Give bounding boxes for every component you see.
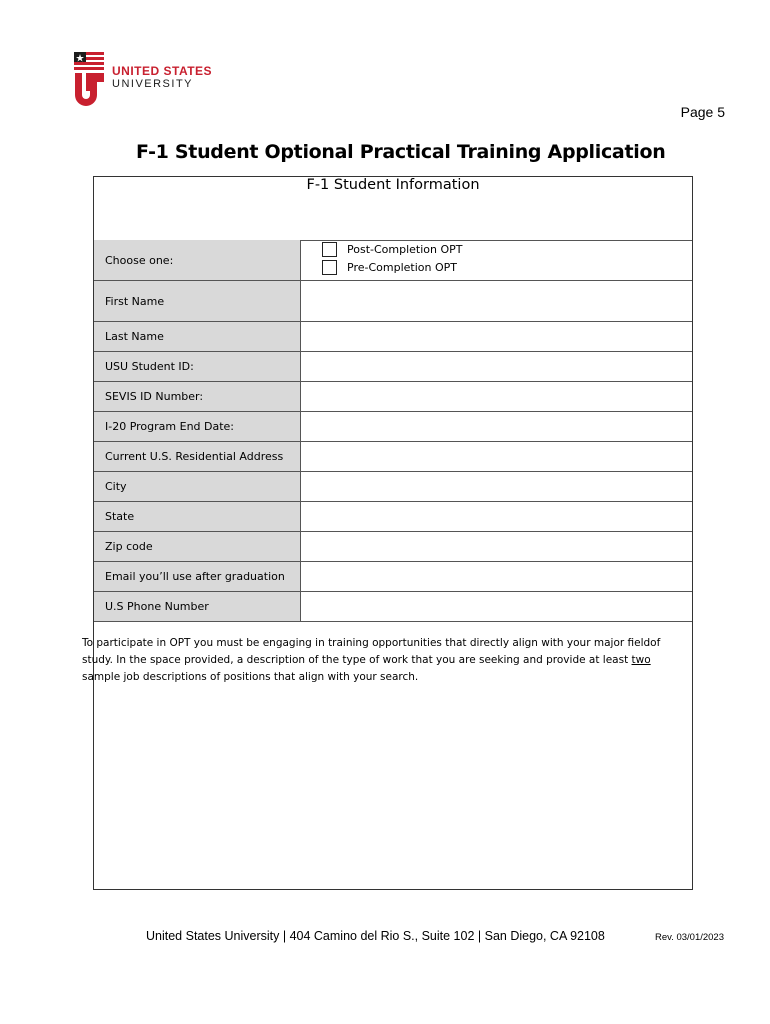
sevis-id-field[interactable] [302, 382, 692, 411]
program-end-date-field[interactable] [302, 412, 692, 441]
field-label: Current U.S. Residential Address [94, 442, 301, 471]
field-label: Zip code [94, 532, 301, 561]
phone-field[interactable] [302, 592, 692, 621]
page-number: Page 5 [680, 104, 725, 120]
description-instructions [82, 635, 684, 686]
field-label: Email you’ll use after graduation [94, 562, 301, 591]
field-label: SEVIS ID Number: [94, 382, 301, 411]
document-title: F-1 Student Optional Practical Training Application [136, 141, 666, 163]
description-text-part1: To participate in OPT you must be engaging in training opportunities that directly align with your major fieldof study. In the space provided, a description of the type of work that you are seeking and provide at least [82, 637, 661, 666]
field-label: Last Name [94, 322, 301, 351]
university-logo [72, 50, 222, 106]
field-row-state [94, 502, 692, 532]
post-completion-checkbox[interactable] [322, 242, 337, 257]
field-row-program-end-date [94, 412, 692, 442]
footer-address: United States University | 404 Camino del Rio S., Suite 102 | San Diego, CA 92108 [146, 929, 605, 943]
field-label: City [94, 472, 301, 501]
city-field[interactable] [302, 472, 692, 501]
pre-completion-label: Pre-Completion OPT [347, 261, 457, 274]
first-name-field[interactable] [302, 281, 692, 321]
field-row-last-name [94, 322, 692, 352]
state-field[interactable] [302, 502, 692, 531]
address-field[interactable] [302, 442, 692, 471]
choose-row [94, 240, 692, 281]
usu-emblem-icon [72, 50, 106, 106]
description-emphasis: two [631, 654, 651, 666]
email-field[interactable] [302, 562, 692, 591]
opt-type-options [302, 240, 692, 280]
revision-date: Rev. 03/01/2023 [654, 932, 724, 943]
field-label: USU Student ID: [94, 352, 301, 381]
field-row-city [94, 472, 692, 502]
field-row-email [94, 562, 692, 592]
logo-line-1: UNITED STATES [112, 64, 213, 78]
zip-field[interactable] [302, 532, 692, 561]
pre-completion-checkbox[interactable] [322, 260, 337, 275]
post-completion-label: Post-Completion OPT [347, 243, 463, 256]
field-label: U.S Phone Number [94, 592, 301, 621]
field-row-student-id [94, 352, 692, 382]
application-form [82, 176, 693, 890]
field-label: I-20 Program End Date: [94, 412, 301, 441]
field-row-phone [94, 592, 692, 622]
description-text-part2: sample job descriptions of positions that align with your search. [82, 671, 419, 683]
field-row-address [94, 442, 692, 472]
choose-label: Choose one: [94, 240, 301, 280]
post-completion-option[interactable] [322, 242, 463, 257]
field-row-zip [94, 532, 692, 562]
field-label: First Name [94, 281, 301, 321]
field-row-sevis-id [94, 382, 692, 412]
logo-line-2: UNIVERSITY [112, 78, 194, 90]
field-label: State [94, 502, 301, 531]
last-name-field[interactable] [302, 322, 692, 351]
student-id-field[interactable] [302, 352, 692, 381]
description-response-area[interactable] [94, 697, 692, 887]
field-row-first-name [94, 281, 692, 322]
pre-completion-option[interactable] [322, 260, 457, 275]
section-heading: F-1 Student Information [94, 177, 692, 241]
